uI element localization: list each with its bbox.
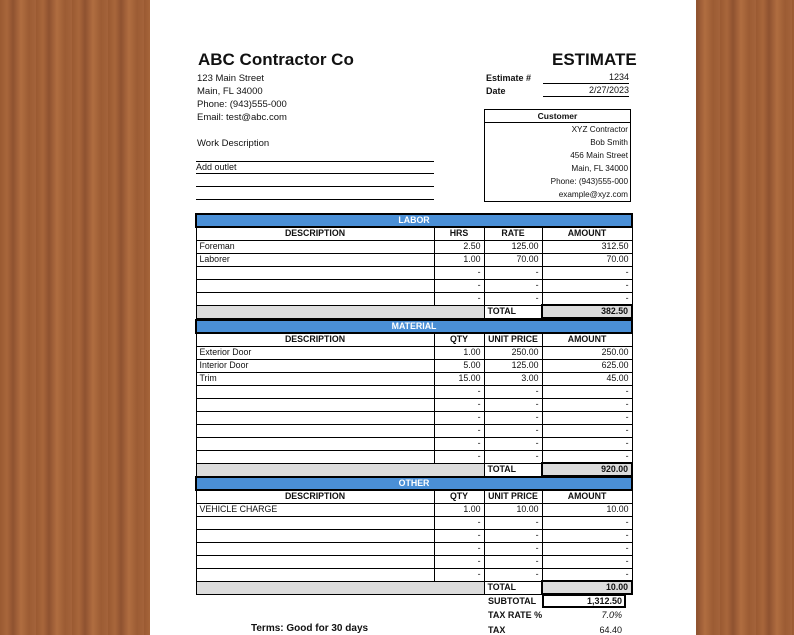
row-value: - <box>434 385 484 398</box>
table-row <box>196 240 632 253</box>
row-description <box>196 555 434 568</box>
row-description: Foreman <box>196 240 434 253</box>
row-value: - <box>542 292 632 305</box>
other-section-title: OTHER <box>196 477 632 490</box>
row-description <box>196 385 434 398</box>
date-value: 2/27/2023 <box>543 85 629 97</box>
row-value: 10.00 <box>542 503 632 516</box>
material-total-row <box>196 463 632 476</box>
table-row <box>196 359 632 372</box>
table-row <box>196 555 632 568</box>
row-value: 15.00 <box>434 372 484 385</box>
total-spacer <box>196 305 484 318</box>
row-description: Exterior Door <box>196 346 434 359</box>
row-value: - <box>542 411 632 424</box>
customer-box <box>484 109 631 202</box>
row-value: - <box>484 437 542 450</box>
customer-header: Customer <box>485 110 630 123</box>
row-description <box>196 529 434 542</box>
column-header: HRS <box>434 227 484 240</box>
labor-total-row <box>196 305 632 318</box>
row-value: - <box>434 529 484 542</box>
work-description-line <box>196 175 434 187</box>
table-row <box>196 437 632 450</box>
row-value: - <box>484 411 542 424</box>
row-value: - <box>542 398 632 411</box>
total-spacer <box>196 463 484 476</box>
subtotal-label: SUBTOTAL <box>488 596 537 606</box>
row-value: - <box>434 398 484 411</box>
customer-line: 456 Main Street <box>570 151 628 160</box>
row-value: - <box>484 385 542 398</box>
row-value: - <box>484 568 542 581</box>
labor-section-header-row <box>196 214 632 227</box>
row-description <box>196 266 434 279</box>
table-row <box>196 253 632 266</box>
tax-label: TAX <box>488 625 506 635</box>
work-description-line <box>196 150 434 162</box>
tax-rate-value: 7.0% <box>601 610 622 620</box>
date-label: Date <box>486 86 506 96</box>
subtotal-value: 1,312.50 <box>542 594 626 608</box>
row-value: - <box>542 266 632 279</box>
tax-rate-label: TAX RATE % <box>488 610 543 620</box>
row-description <box>196 424 434 437</box>
document-title: ESTIMATE <box>552 50 637 69</box>
row-value: - <box>542 568 632 581</box>
company-email: Email: test@abc.com <box>197 112 287 123</box>
row-value: 1.00 <box>434 503 484 516</box>
row-description: Laborer <box>196 253 434 266</box>
row-value: - <box>434 424 484 437</box>
work-description-line <box>196 188 434 200</box>
row-value: - <box>434 568 484 581</box>
customer-line: XYZ Contractor <box>571 125 628 134</box>
table-row <box>196 450 632 463</box>
estimate-sheet <box>150 0 696 635</box>
labor-section-title: LABOR <box>196 214 632 227</box>
table-row <box>196 346 632 359</box>
material-table <box>195 319 633 477</box>
row-value: - <box>542 542 632 555</box>
row-description <box>196 398 434 411</box>
row-value: - <box>434 292 484 305</box>
row-value: 2.50 <box>434 240 484 253</box>
column-header: QTY <box>434 333 484 346</box>
customer-line: Main, FL 34000 <box>571 164 628 173</box>
labor-total-label: TOTAL <box>484 305 542 318</box>
row-value: 5.00 <box>434 359 484 372</box>
material-total-value: 920.00 <box>542 463 632 476</box>
material-total-label: TOTAL <box>484 463 542 476</box>
row-value: - <box>484 542 542 555</box>
labor-total-value: 382.50 <box>542 305 632 318</box>
row-value: 250.00 <box>542 346 632 359</box>
other-total-label: TOTAL <box>484 581 542 594</box>
table-row <box>196 398 632 411</box>
table-row <box>196 424 632 437</box>
row-description <box>196 542 434 555</box>
column-header: UNIT PRICE <box>484 490 542 503</box>
terms-text: Terms: Good for 30 days <box>251 623 369 634</box>
row-value: - <box>484 279 542 292</box>
row-value: - <box>484 292 542 305</box>
column-header: RATE <box>484 227 542 240</box>
row-description: Interior Door <box>196 359 434 372</box>
table-row <box>196 279 632 292</box>
table-row <box>196 411 632 424</box>
row-value: 125.00 <box>484 240 542 253</box>
estimate-number-value: 1234 <box>543 72 629 84</box>
row-value: - <box>542 450 632 463</box>
row-description: VEHICLE CHARGE <box>196 503 434 516</box>
row-value: - <box>434 266 484 279</box>
other-section-header-row <box>196 477 632 490</box>
table-row <box>196 542 632 555</box>
material-column-header-row <box>196 333 632 346</box>
company-name: ABC Contractor Co <box>198 50 354 69</box>
column-header: AMOUNT <box>542 490 632 503</box>
material-section-title: MATERIAL <box>196 320 632 333</box>
row-value: - <box>434 437 484 450</box>
row-value: 125.00 <box>484 359 542 372</box>
table-row <box>196 503 632 516</box>
row-value: - <box>484 424 542 437</box>
other-total-row <box>196 581 632 594</box>
row-value: 312.50 <box>542 240 632 253</box>
row-value: - <box>434 516 484 529</box>
row-value: 10.00 <box>484 503 542 516</box>
table-row <box>196 292 632 305</box>
row-value: 70.00 <box>542 253 632 266</box>
row-value: - <box>484 266 542 279</box>
row-value: - <box>484 516 542 529</box>
row-description <box>196 437 434 450</box>
row-value: - <box>484 450 542 463</box>
tax-value: 64.40 <box>599 625 622 635</box>
row-value: 1.00 <box>434 253 484 266</box>
row-value: 1.00 <box>434 346 484 359</box>
company-address-line2: Main, FL 34000 <box>197 86 263 97</box>
row-value: 3.00 <box>484 372 542 385</box>
table-row <box>196 372 632 385</box>
estimate-number-label: Estimate # <box>486 73 532 83</box>
row-description <box>196 450 434 463</box>
other-table <box>195 476 633 595</box>
table-row <box>196 568 632 581</box>
work-description-label: Work Description <box>197 138 270 149</box>
row-value: 70.00 <box>484 253 542 266</box>
customer-line: Bob Smith <box>590 138 628 147</box>
other-column-header-row <box>196 490 632 503</box>
company-phone: Phone: (943)555-000 <box>197 99 287 110</box>
row-value: - <box>542 437 632 450</box>
labor-column-header-row <box>196 227 632 240</box>
row-description <box>196 516 434 529</box>
work-description-line <box>196 162 434 174</box>
row-value: - <box>484 529 542 542</box>
table-row <box>196 385 632 398</box>
customer-line: Phone: (943)555-000 <box>550 177 628 186</box>
row-description: Trim <box>196 372 434 385</box>
work-description-text: Add outlet <box>196 162 237 172</box>
row-value: - <box>542 279 632 292</box>
row-value: - <box>484 398 542 411</box>
column-header: AMOUNT <box>542 333 632 346</box>
column-header: AMOUNT <box>542 227 632 240</box>
column-header: QTY <box>434 490 484 503</box>
total-spacer <box>196 581 484 594</box>
table-row <box>196 529 632 542</box>
material-section-header-row <box>196 320 632 333</box>
column-header: DESCRIPTION <box>196 490 434 503</box>
customer-line: example@xyz.com <box>558 190 628 199</box>
row-value: - <box>434 542 484 555</box>
row-value: - <box>434 411 484 424</box>
row-value: - <box>434 555 484 568</box>
column-header: DESCRIPTION <box>196 227 434 240</box>
row-value: - <box>542 424 632 437</box>
row-value: 625.00 <box>542 359 632 372</box>
column-header: DESCRIPTION <box>196 333 434 346</box>
table-row <box>196 266 632 279</box>
row-description <box>196 411 434 424</box>
row-value: 250.00 <box>484 346 542 359</box>
company-address-line1: 123 Main Street <box>197 73 265 84</box>
labor-table <box>195 213 633 319</box>
row-value: - <box>542 516 632 529</box>
other-total-value: 10.00 <box>542 581 632 594</box>
row-description <box>196 568 434 581</box>
table-row <box>196 516 632 529</box>
row-description <box>196 279 434 292</box>
row-description <box>196 292 434 305</box>
row-value: - <box>542 529 632 542</box>
column-header: UNIT PRICE <box>484 333 542 346</box>
row-value: - <box>484 555 542 568</box>
row-value: - <box>434 450 484 463</box>
row-value: - <box>542 385 632 398</box>
row-value: - <box>434 279 484 292</box>
row-value: - <box>542 555 632 568</box>
row-value: 45.00 <box>542 372 632 385</box>
